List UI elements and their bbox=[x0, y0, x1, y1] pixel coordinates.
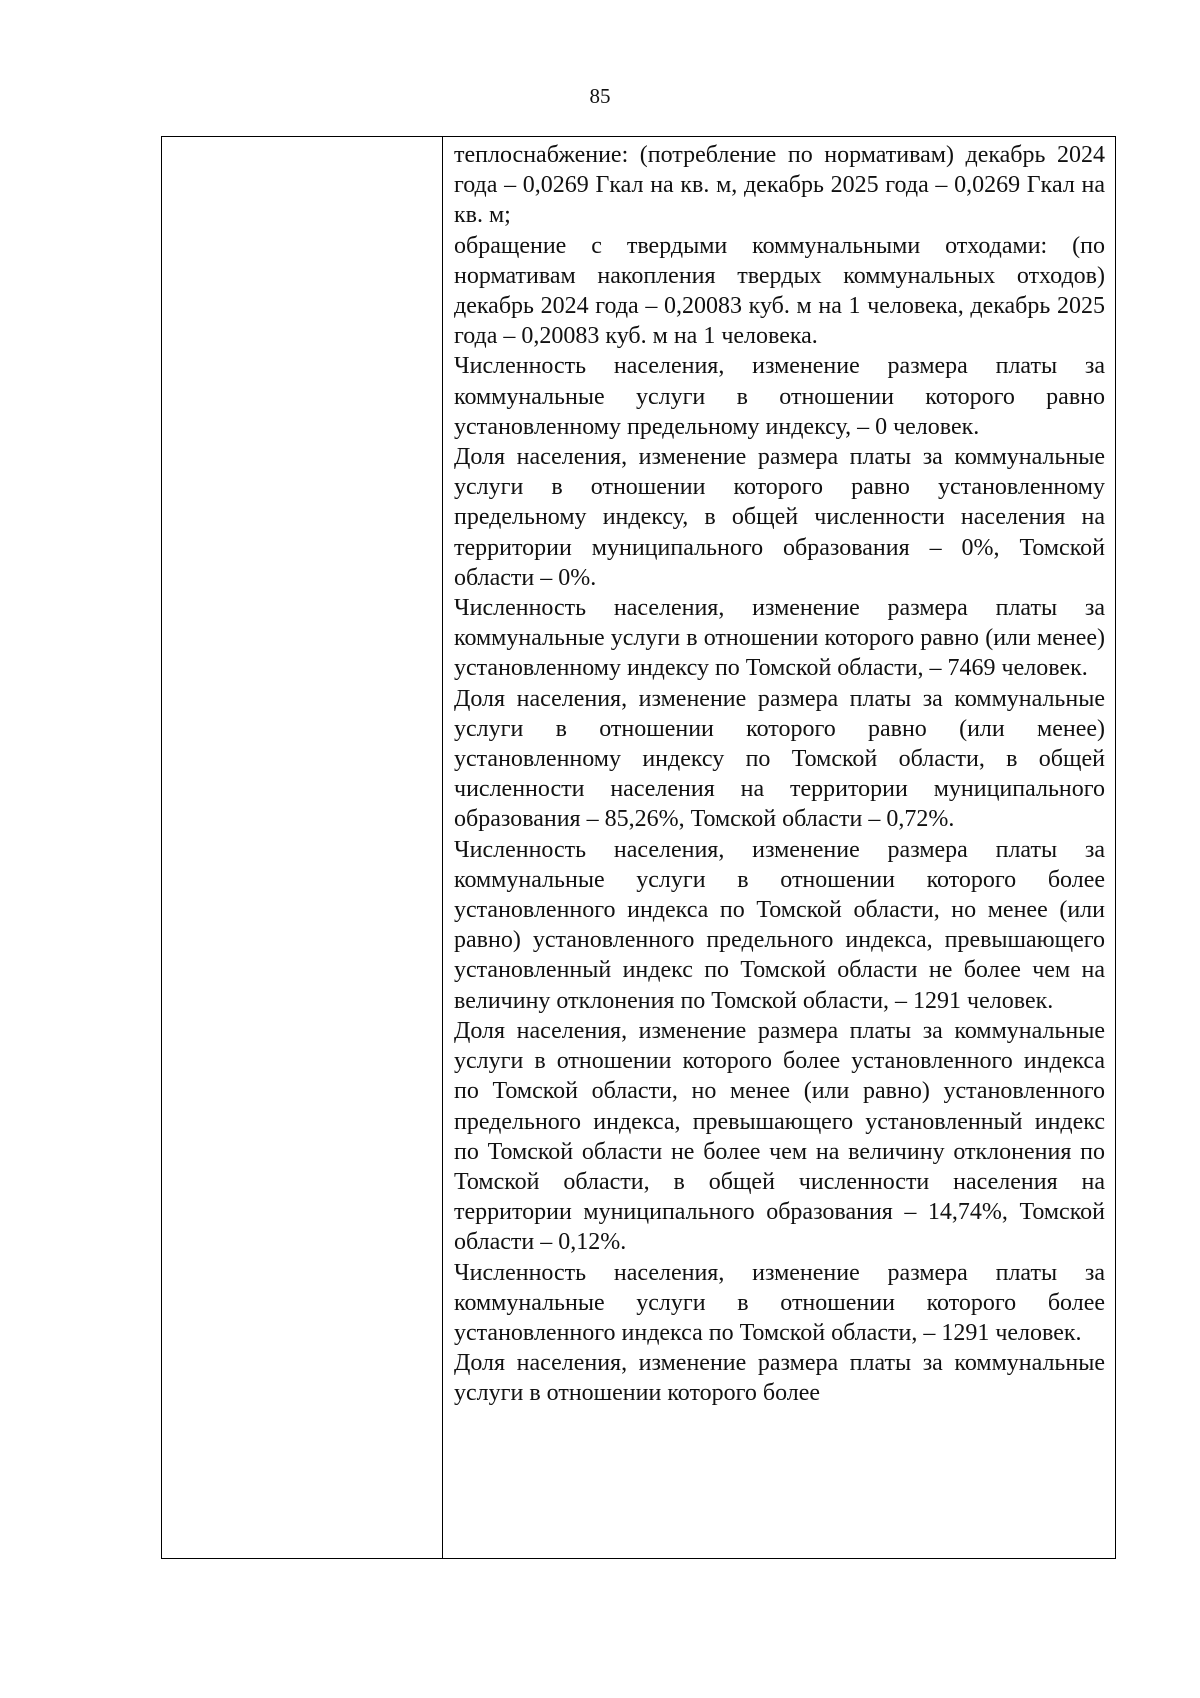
paragraph-population-above-index: Численность населения, изменение размера платы за коммунальные услуги в отношении которого более установленного индекса по Томской области, – 1291 человек. bbox=[454, 1259, 1105, 1346]
paragraph-solid-waste: обращение с твердыми коммунальными отходами: (по нормативам накопления твердых коммунальных отходов) декабрь 2024 года – 0,20083 куб. м на 1 человека, декабрь 2025 года – 0,20083 куб. м на 1 человека. bbox=[454, 232, 1105, 350]
paragraph-population-above-index-within-limit: Численность населения, изменение размера платы за коммунальные услуги в отношении которого более установленного индекса по Томской области, но менее (или равно) установленного предельного индекса, превышающего установленный индекс по Томской области не более чем на величину отклонения по Томской области, – 1291 человек. bbox=[454, 836, 1105, 1014]
document-table bbox=[161, 136, 1116, 1559]
paragraph-share-above-index-within-limit: Доля населения, изменение размера платы за коммунальные услуги в отношении которого более установленного индекса по Томской области, но менее (или равно) установленного предельного индекса, превышающего установленный индекс по Томской области не более чем на величину отклонения по Томской области, в общей численности населения на территории муниципального образования – 14,74%, Томской области – 0,12%. bbox=[454, 1017, 1105, 1256]
paragraph-share-within-index: Доля населения, изменение размера платы за коммунальные услуги в отношении которого равно (или менее) установленному индексу по Томской области, в общей численности населения на территории муниципального образования – 85,26%, Томской области – 0,72%. bbox=[454, 685, 1105, 833]
table-left-cell bbox=[162, 137, 443, 1558]
page-number: 85 bbox=[589, 84, 611, 108]
paragraph-population-equal-limit: Численность населения, изменение размера платы за коммунальные услуги в отношении которого равно установленному предельному индексу, – 0 человек. bbox=[454, 353, 1105, 440]
table-right-cell bbox=[443, 137, 1115, 1558]
paragraph-share-above-index: Доля населения, изменение размера платы за коммунальные услуги в отношении которого более bbox=[454, 1350, 1105, 1407]
paragraph-share-equal-limit: Доля населения, изменение размера платы за коммунальные услуги в отношении которого равно установленному предельному индексу, в общей численности населения на территории муниципального образования – 0%, Томской области – 0%. bbox=[454, 444, 1105, 591]
paragraph-heat-supply: теплоснабжение: (потребление по нормативам) декабрь 2024 года – 0,0269 Гкал на кв. м, декабрь 2025 года – 0,0269 Гкал на кв. м; bbox=[454, 142, 1105, 229]
paragraph-population-within-index: Численность населения, изменение размера платы за коммунальные услуги в отношении которого равно (или менее) установленному индексу по Томской области, – 7469 человек. bbox=[454, 595, 1105, 682]
